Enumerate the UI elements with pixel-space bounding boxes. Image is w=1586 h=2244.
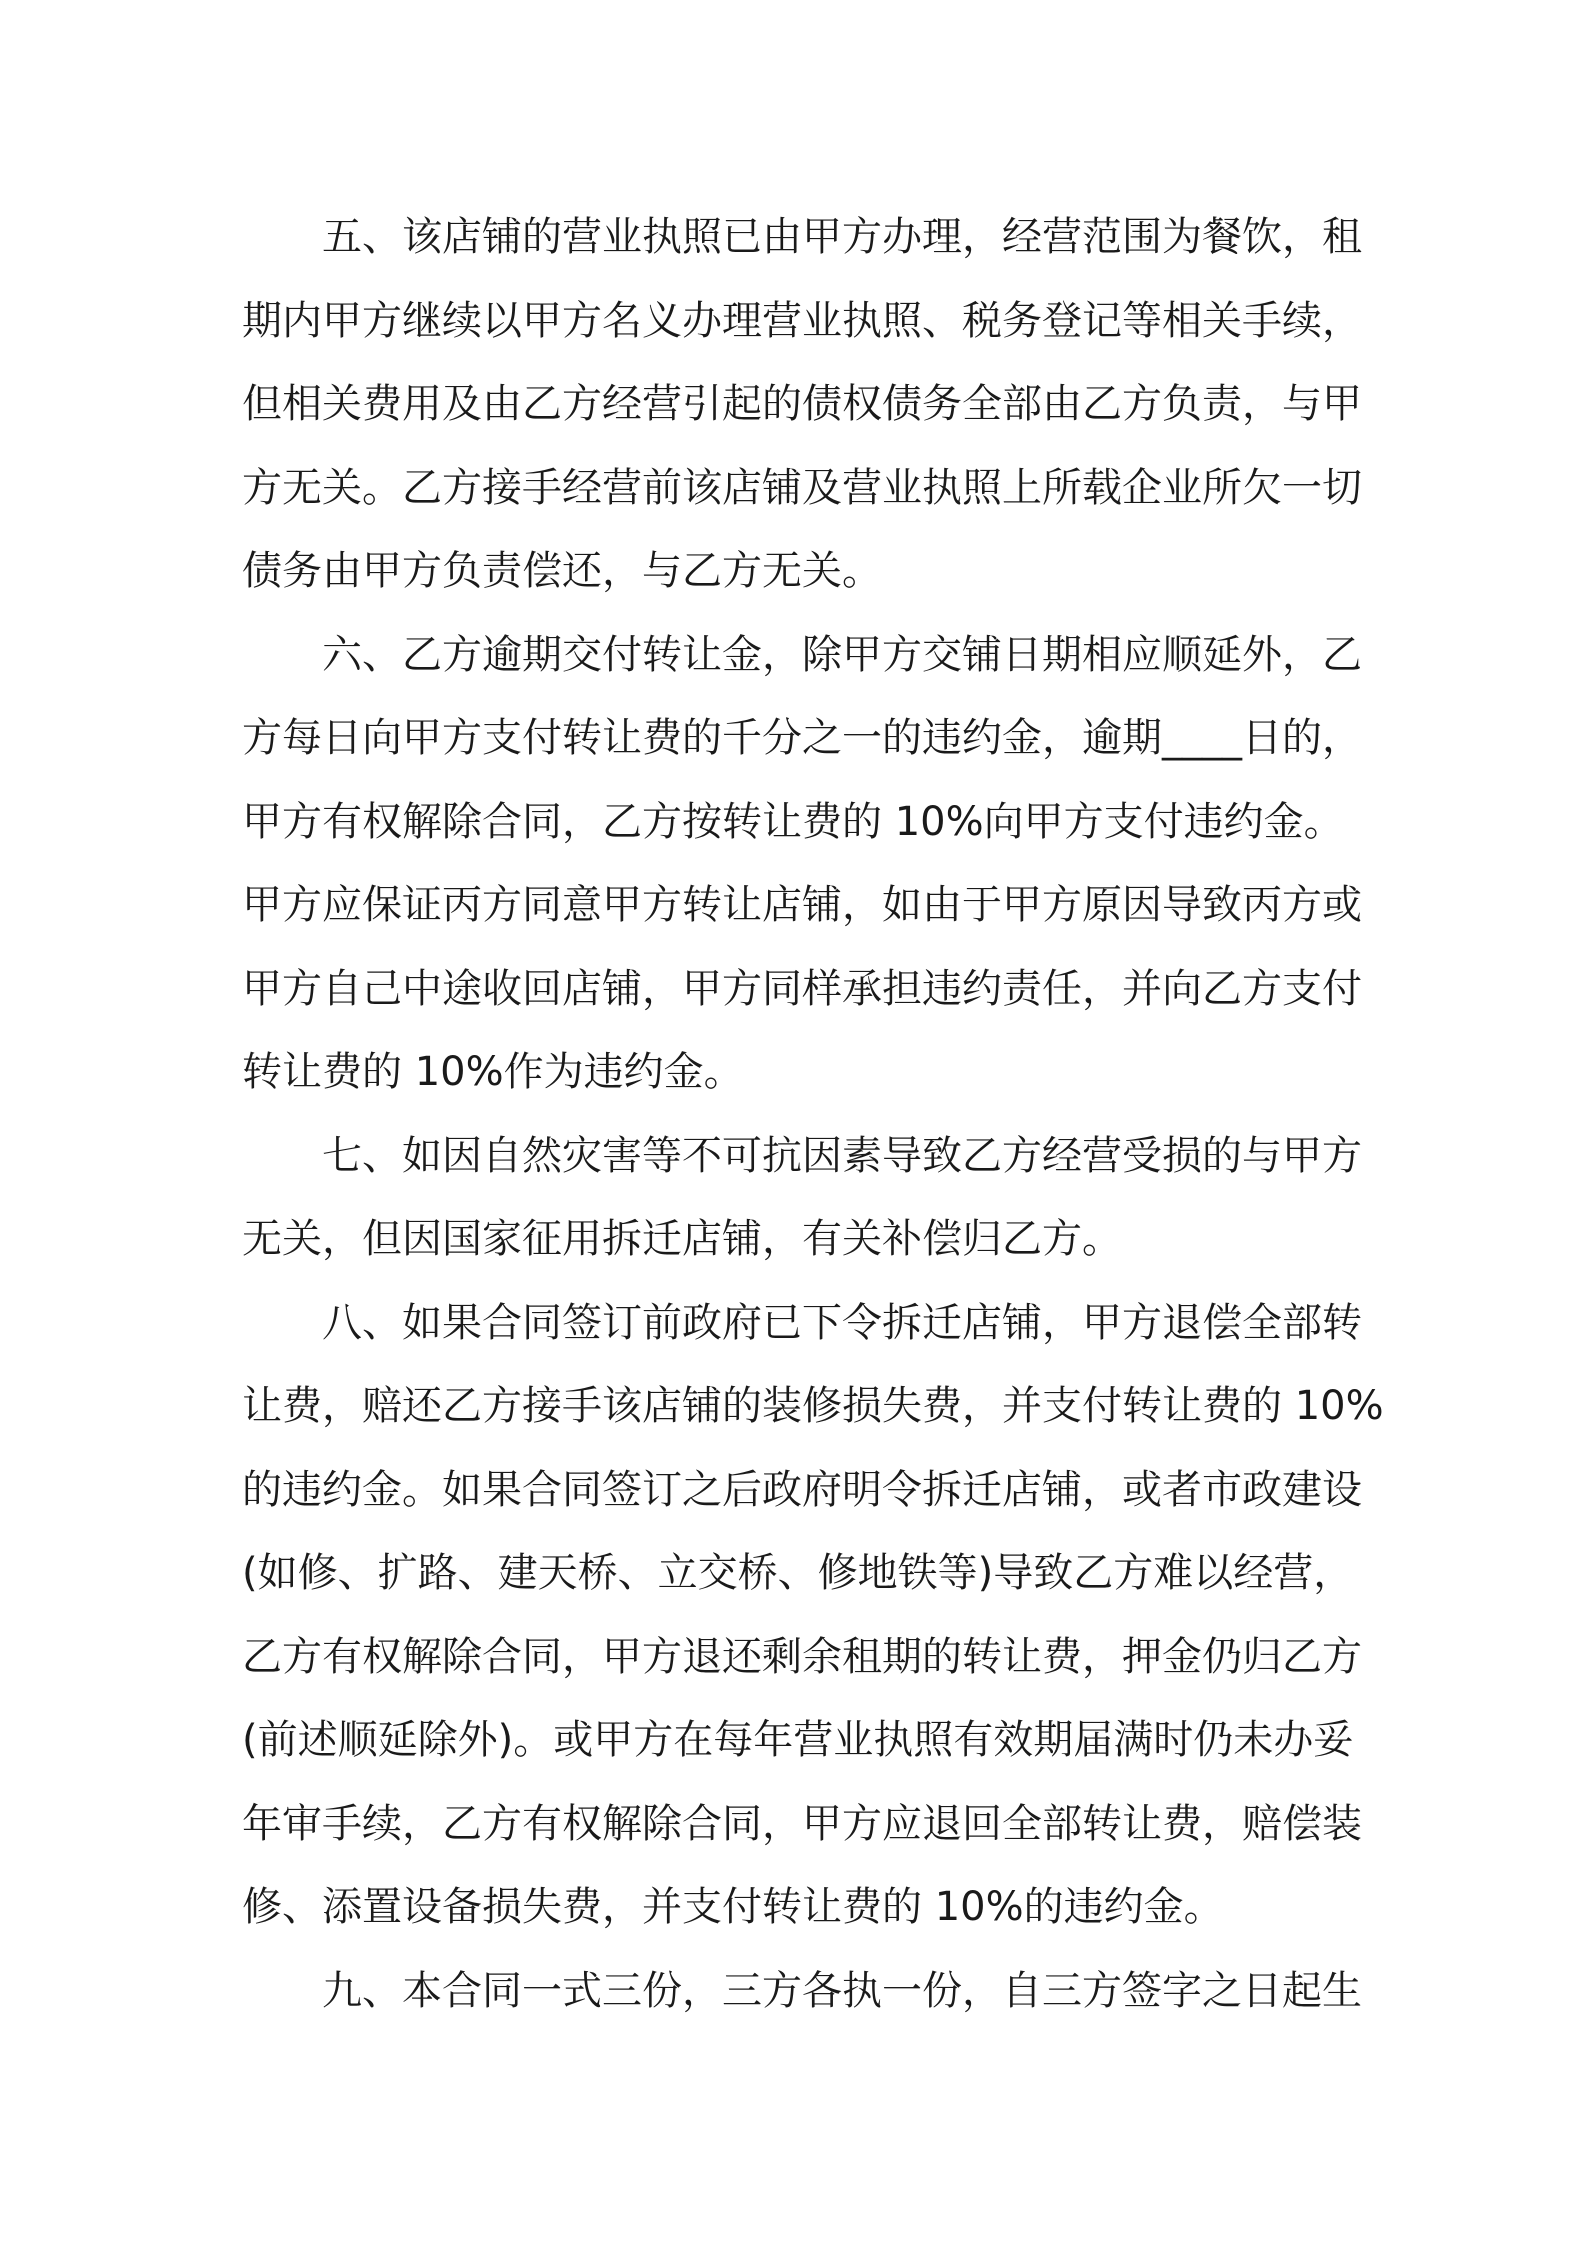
- clause-6-line-4: 甲方应保证丙方同意甲方转让店铺，如由于甲方原因导致丙方或: [242, 882, 1362, 928]
- clause-5-line-3: 但相关费用及由乙方经营引起的债权债务全部由乙方负责，与甲: [242, 381, 1362, 427]
- clause-9-line-1: 九、本合同一式三份，三方各执一份，自三方签字之日起生: [322, 1967, 1362, 2014]
- clause-6-line-3: 甲方有权解除合同，乙方按转让费的 10%向甲方支付违约金。: [242, 798, 1344, 845]
- contract-text: [242, 196, 1384, 2033]
- clause-5-line-2: 期内甲方继续以甲方名义办理营业执照、税务登记等相关手续，: [242, 297, 1362, 344]
- clause-8-line-5: 乙方有权解除合同，甲方退还剩余租期的转让费，押金仍归乙方: [242, 1633, 1362, 1680]
- clause-7-line-2: 无关，但因国家征用拆迁店铺，有关补偿归乙方。: [242, 1216, 1122, 1262]
- clause-8-line-2: 让费，赔还乙方接手该店铺的装修损失费，并支付转让费的 10%: [242, 1383, 1384, 1429]
- clause-6-line-6: 转让费的 10%作为违约金。: [242, 1049, 744, 1095]
- clause-8-line-3: 的违约金。如果合同签订之后政府明令拆迁店铺，或者市政建设: [242, 1466, 1362, 1513]
- clause-8-line-8: 修、添置设备损失费，并支付转让费的 10%的违约金。: [242, 1884, 1224, 1930]
- clause-8-line-7: 年审手续，乙方有权解除合同，甲方应退回全部转让费，赔偿装: [242, 1800, 1362, 1847]
- clause-6-line-5: 甲方自己中途收回店铺，甲方同样承担违约责任，并向乙方支付: [242, 965, 1362, 1012]
- clause-6-line-1: 六、乙方逾期交付转让金，除甲方交铺日期相应顺延外，乙: [322, 631, 1362, 678]
- clause-5-line-1: 五、该店铺的营业执照已由甲方办理，经营范围为餐饮，租: [322, 214, 1362, 260]
- clause-5-line-5: 债务由甲方负责偿还，与乙方无关。: [242, 548, 882, 594]
- clause-6-line-2: 方每日向甲方支付转让费的千分之一的违约金，逾期____日的，: [242, 715, 1362, 761]
- clause-7-line-1: 七、如因自然灾害等不可抗因素导致乙方经营受损的与甲方: [322, 1132, 1362, 1179]
- clause-8-line-4: (如修、扩路、建天桥、立交桥、修地铁等)导致乙方难以经营，: [242, 1550, 1354, 1596]
- clause-8-line-1: 八、如果合同签订前政府已下令拆迁店铺，甲方退偿全部转: [322, 1299, 1362, 1346]
- clause-8-line-6: (前述顺延除外)。或甲方在每年营业执照有效期届满时仍未办妥: [242, 1717, 1354, 1763]
- clause-5-line-4: 方无关。乙方接手经营前该店铺及营业执照上所载企业所欠一切: [242, 464, 1362, 511]
